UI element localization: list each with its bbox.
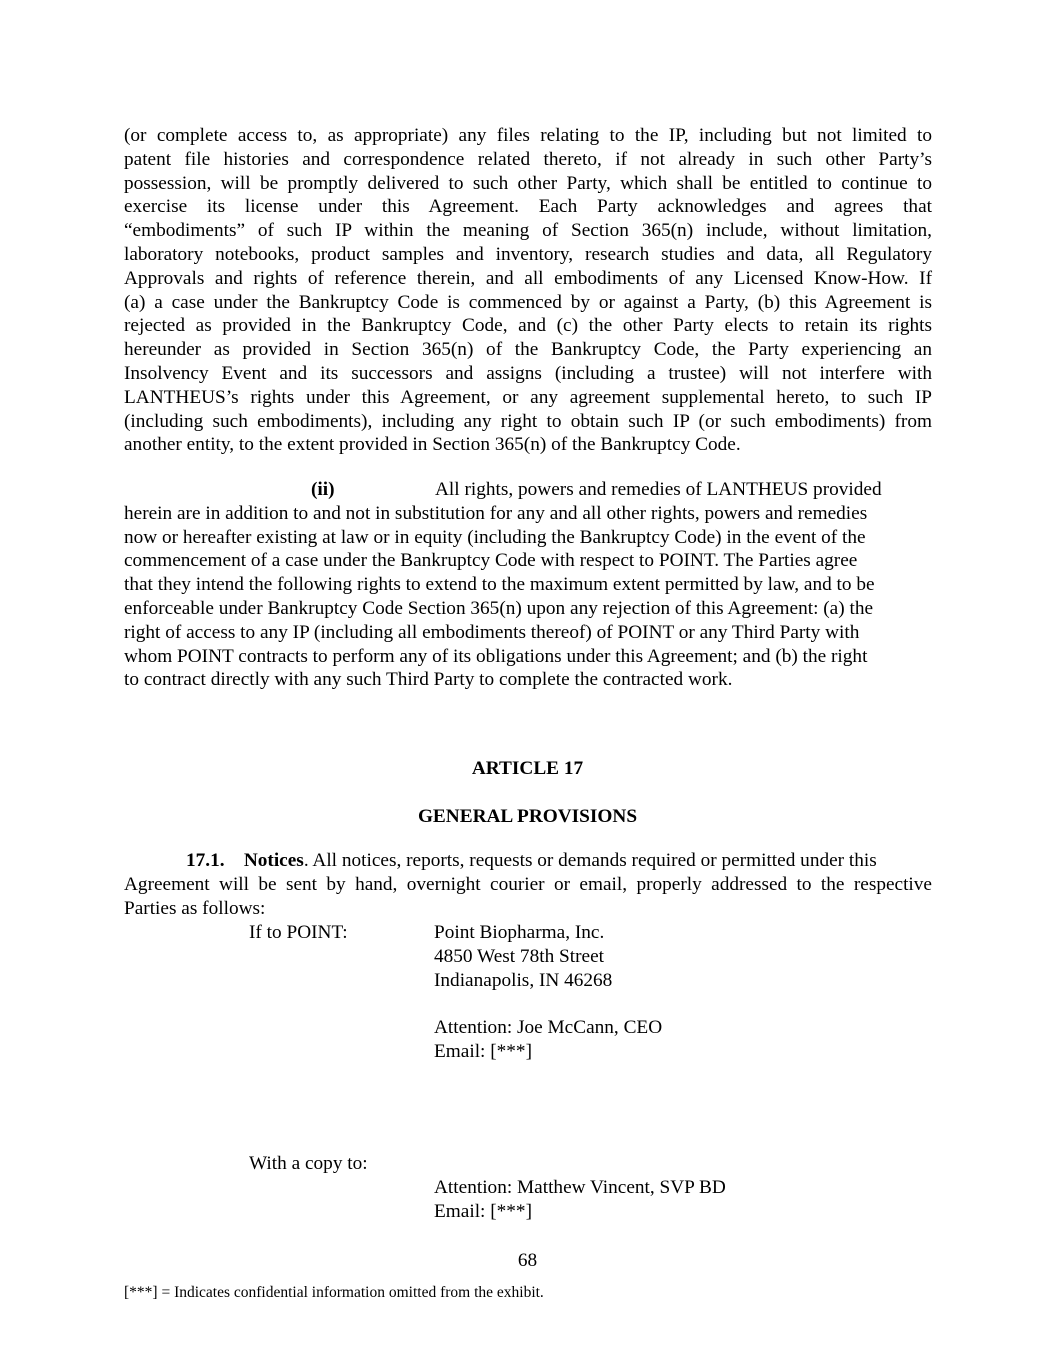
text-line: (a) a case under the Bankruptcy Code is commenced by or against a Party, (b) this Agreement is	[124, 291, 932, 313]
paragraph-bankruptcy-ip	[124, 124, 932, 457]
text-line: (including such embodiments), including any right to obtain such IP (or such embodiments) from	[124, 410, 932, 432]
attention-line: Attention: Matthew Vincent, SVP BD	[434, 1177, 726, 1198]
text-line: enforceable under Bankruptcy Code Section 365(n) upon any rejection of this Agreement: (a) the	[124, 597, 874, 619]
text-line: Parties as follows:	[124, 897, 266, 919]
subsection-label: (ii)	[311, 479, 335, 500]
email-line: Email: [***]	[434, 1041, 532, 1062]
text-line: Insolvency Event and its successors and assigns (including a trustee) will not interfere with	[124, 362, 932, 384]
text-line: exercise its license under this Agreement. Each Party acknowledges and agrees that	[124, 196, 932, 218]
address-line: Point Biopharma, Inc.	[434, 922, 605, 943]
text-line: (or complete access to, as appropriate) any files relating to the IP, including but not limited to	[124, 125, 932, 146]
page-number: 68	[517, 1250, 538, 1271]
text-line: another entity, to the extent provided in Section 365(n) of the Bankruptcy Code.	[124, 434, 741, 456]
notice-copy-label: With a copy to:	[249, 1153, 368, 1174]
notice-point-address	[434, 921, 612, 993]
text-line: herein are in addition to and not in substitution for any and all other rights, powers and remedies	[124, 502, 868, 524]
text-line: right of access to any IP (including all embodiments thereof) of POINT or any Third Party with	[124, 621, 860, 643]
text-line: Approvals and rights of reference therein, and all embodiments of any Licensed Know-How. If	[124, 267, 932, 289]
address-line: Indianapolis, IN 46268	[434, 970, 613, 991]
article-number: ARTICLE 17	[471, 758, 584, 779]
text-line: . All notices, reports, requests or demands required or permitted under this	[303, 850, 877, 871]
text-line: “embodiments” of such IP within the meaning of Section 365(n) include, without limitation,	[124, 220, 932, 242]
notice-copy-contact	[434, 1176, 726, 1224]
text-line: Agreement will be sent by hand, overnight courier or email, properly addressed to the respective	[124, 873, 932, 895]
notice-point-contact	[434, 1016, 662, 1064]
text-line: now or hereafter existing at law or in equity (including the Bankruptcy Code) in the event of the	[124, 526, 866, 548]
confidentiality-footnote: [***] = Indicates confidential information omitted from the exhibit.	[124, 1284, 544, 1301]
text-line: to contract directly with any such Third Party to complete the contracted work.	[124, 669, 733, 691]
section-number: 17.1.	[186, 850, 225, 871]
text-line: whom POINT contracts to perform any of its obligations under this Agreement; and (b) the right	[124, 645, 868, 667]
email-line: Email: [***]	[434, 1201, 532, 1222]
text-line: LANTHEUS’s rights under this Agreement, or any agreement supplemental hereto, to such IP	[124, 386, 932, 408]
section-17-1-notices	[124, 849, 932, 920]
text-line: that they intend the following rights to extend to the maximum extent permitted by law, and to be	[124, 574, 875, 596]
text-line: laboratory notebooks, product samples and inventory, research studies and data, all Regulatory	[124, 243, 932, 265]
text-line: patent file histories and correspondence related thereto, if not already in such other Party’s	[124, 148, 932, 170]
text-line: All rights, powers and remedies of LANTHEUS provided	[435, 479, 882, 500]
text-line: commencement of a case under the Bankruptcy Code with respect to POINT. The Parties agree	[124, 550, 858, 572]
text-line: hereunder as provided in Section 365(n) of the Bankruptcy Code, the Party experiencing an	[124, 339, 932, 361]
attention-line: Attention: Joe McCann, CEO	[434, 1017, 663, 1038]
article-title: GENERAL PROVISIONS	[417, 806, 638, 827]
text-line: rejected as provided in the Bankruptcy Code, and (c) the other Party elects to retain its rights	[124, 315, 932, 337]
section-title: Notices	[243, 850, 304, 871]
address-line: 4850 West 78th Street	[434, 946, 604, 967]
notice-point-label: If to POINT:	[249, 922, 348, 943]
text-line: possession, will be promptly delivered to such other Party, which shall be entitled to continue to	[124, 172, 932, 194]
paragraph-ii-rights	[124, 478, 924, 692]
